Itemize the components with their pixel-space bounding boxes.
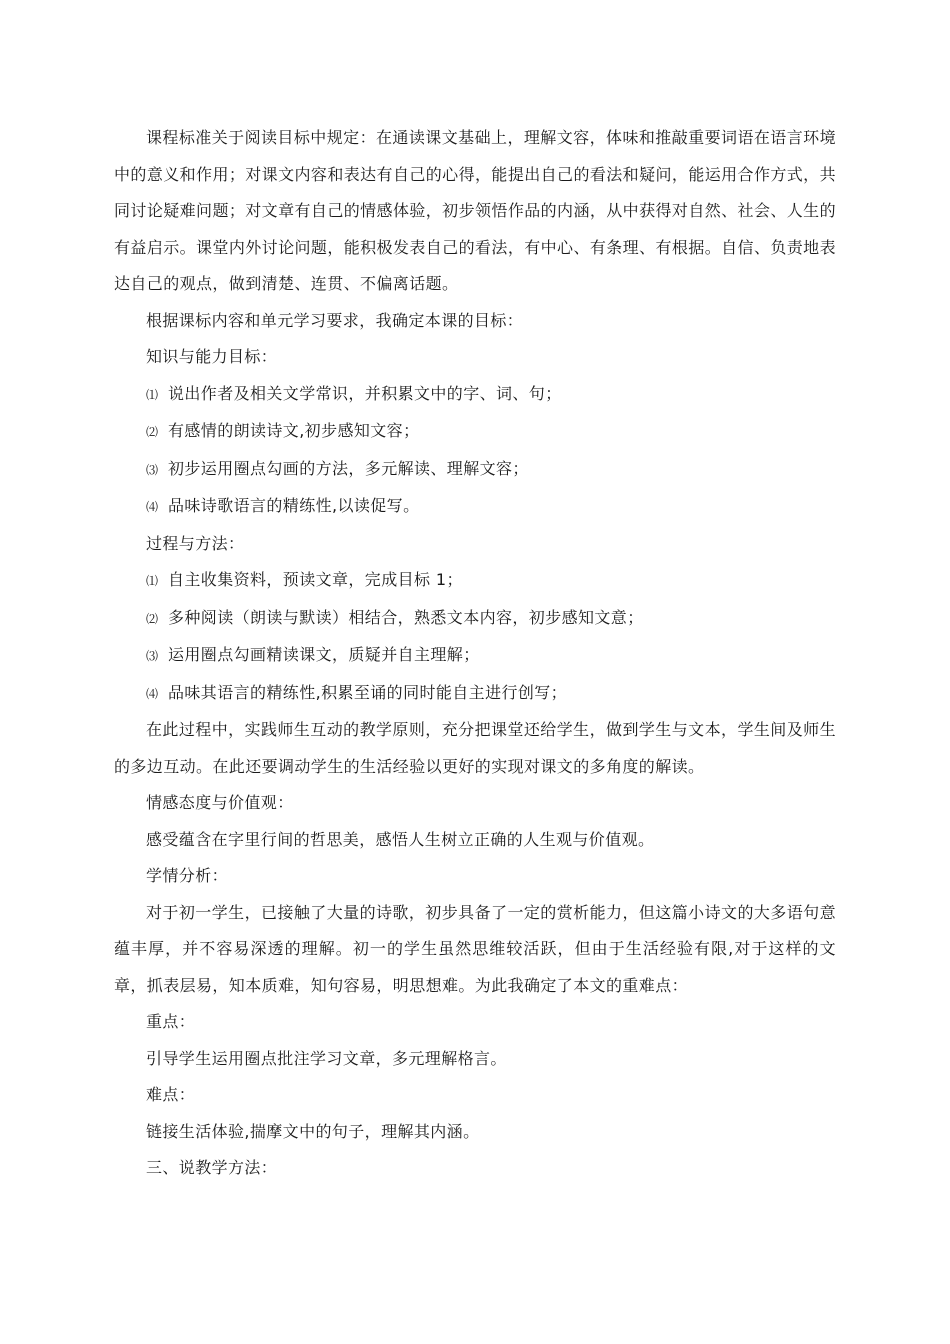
knowledge-item <box>114 413 836 451</box>
item-number: ⑷ <box>146 500 159 514</box>
item-text: 自主收集资料，预读文章，完成目标 1； <box>168 570 463 589</box>
process-paragraph: 在此过程中，实践师生互动的教学原则，充分把课堂还给学生，做到学生与文本，学生间及师生的多边互动。在此还要调动学生的生活经验以更好的实现对课文的多角度的解读。 <box>114 720 836 776</box>
item-text: 说出作者及相关文学常识，并积累文中的字、词、句； <box>168 383 562 403</box>
item-text: 品味其语言的精练性,积累至诵的同时能自主进行创写； <box>168 682 568 702</box>
curriculum-standard-paragraph: 课程标准关于阅读目标中规定：在通读课文基础上，理解文容，体味和推敲重要词语在语言环境中的意义和作用；对课文内容和表达有自己的心得，能提出自己的看法和疑问，能运用合作方式，共同讨论疑难问题；对文章有自己的情感体验，初步领悟作品的内涵，从中获得对自然、社会、人生的有益启示。课堂内外讨论问题，能积极发表自己的看法，有中心、有条理、有根据。自信、负责地表达自己的观点，做到清楚、连贯、不偏离话题。 <box>114 128 836 293</box>
item-number: ⑴ <box>146 574 159 588</box>
process-item <box>114 600 836 638</box>
objective-intro: 根据课标内容和单元学习要求，我确定本课的目标： <box>146 310 524 330</box>
item-number: ⑵ <box>146 611 159 626</box>
emotion-heading: 情感态度与价值观： <box>146 793 294 812</box>
difficulty-heading: 难点： <box>146 1085 196 1104</box>
knowledge-heading: 知识与能力目标： <box>146 347 278 366</box>
item-number: ⑶ <box>146 649 159 663</box>
item-text: 运用圈点勾画精读课文，质疑并自主理解； <box>168 645 480 664</box>
item-text: 初步运用圈点勾画的方法，多元解读、理解文容； <box>168 458 529 478</box>
key-point-heading: 重点： <box>146 1012 196 1031</box>
item-number: ⑶ <box>146 462 159 477</box>
key-point-text: 引导学生运用圈点批注学习文章，多元理解格言。 <box>146 1048 507 1068</box>
learner-paragraph: 对于初一学生，已接触了大量的诗歌，初步具备了一定的赏析能力，但这篇小诗文的大多语句意蕴丰厚，并不容易深透的理解。初一的学生虽然思维较活跃，但由于生活经验有限,对于这样的文章，抓表层易，知本质难，知句容易，明思想难。为此我确定了本文的重难点： <box>114 902 836 995</box>
process-item <box>114 675 836 713</box>
item-number: ⑴ <box>146 387 159 402</box>
item-text: 有感情的朗读诗文,初步感知文容； <box>168 421 420 440</box>
knowledge-item <box>114 376 836 414</box>
emotion-text: 感受蕴含在字里行间的哲思美，感悟人生树立正确的人生观与价值观。 <box>146 829 655 849</box>
document-body <box>114 120 836 1187</box>
learner-heading: 学情分析： <box>146 866 229 885</box>
process-heading: 过程与方法： <box>146 533 245 553</box>
item-text: 品味诗歌语言的精练性,以读促写。 <box>168 496 420 515</box>
knowledge-item <box>114 488 836 526</box>
knowledge-item <box>114 451 836 489</box>
section-three-heading: 三、说教学方法： <box>146 1158 278 1177</box>
item-number: ⑷ <box>146 686 159 701</box>
item-number: ⑵ <box>146 425 159 439</box>
item-text: 多种阅读（朗读与默读）相结合，熟悉文本内容，初步感知文意； <box>168 607 644 627</box>
process-item <box>114 562 836 600</box>
process-item <box>114 637 836 675</box>
difficulty-text: 链接生活体验,揣摩文中的句子，理解其内涵。 <box>146 1121 480 1141</box>
